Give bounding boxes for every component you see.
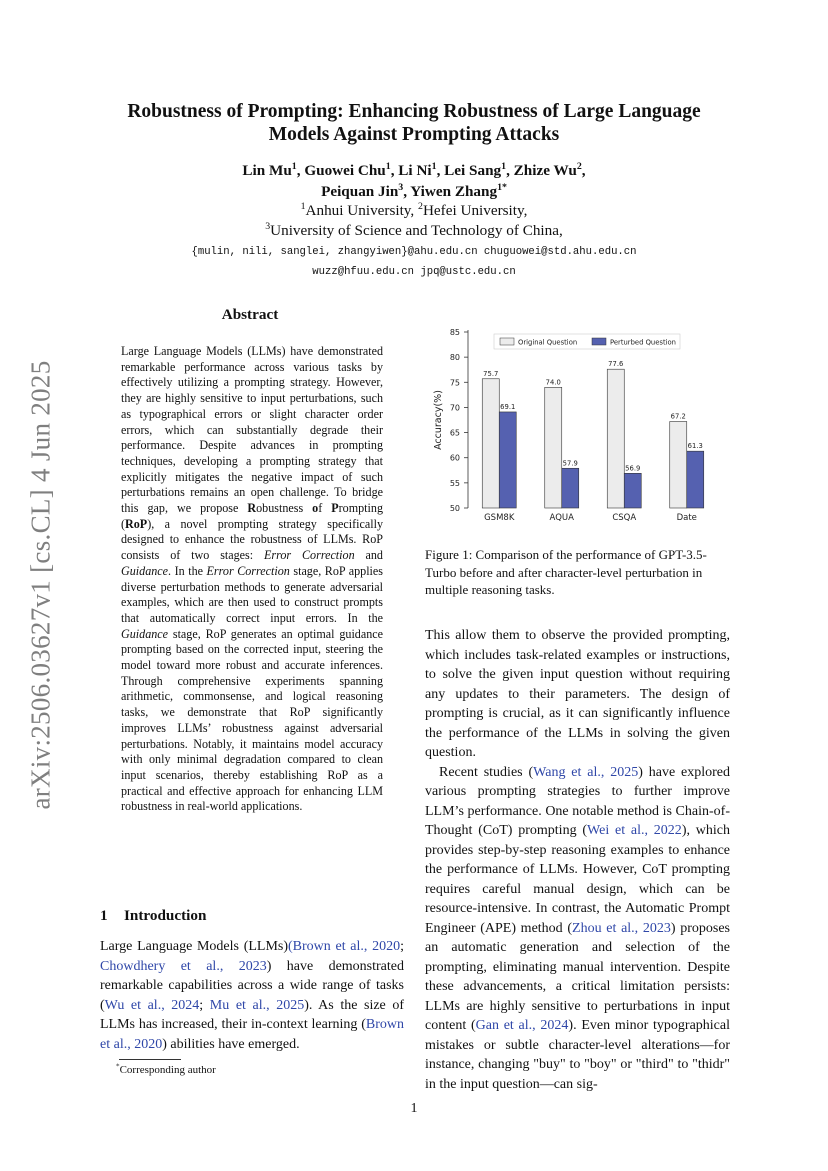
citation-link[interactable]: Mu et al., 2025 bbox=[209, 997, 305, 1013]
footnote-rule bbox=[119, 1059, 181, 1060]
author-name: Yiwen Zhang bbox=[410, 183, 498, 200]
abstract-text: stage, RoP generates an optimal guidance prompting based on the corrected input, steering the model toward more robust and accurate inferences. Through comprehensive experiments spanning arithmetic, commonsense, and logical reasoning tasks, we demonstrate that RoP significantly improves LLMs’ robustness against adversarial perturbations. Notably, it maintains model accuracy with only minimal degradation compared to clean input scenarios, thereby establishing RoP as a practical and effective approach for enhancing LLM robustness in real-world applications. bbox=[121, 626, 383, 814]
body-text: Recent studies ( bbox=[439, 764, 534, 780]
bar-value-label: 61.3 bbox=[687, 442, 703, 451]
footnote-mark: * bbox=[116, 1062, 120, 1071]
affiliation-name: Anhui University, bbox=[305, 202, 419, 219]
figure-1-caption: Figure 1: Comparison of the performance of GPT-3.5-Turbo before and after character-level perturbation in multiple reasoning tasks. bbox=[425, 547, 707, 597]
citation-link[interactable]: Zhou et al., 2023 bbox=[572, 920, 671, 936]
y-tick-label: 50 bbox=[449, 504, 460, 513]
bar-value-label: 74.0 bbox=[545, 378, 561, 387]
bar-chart-svg bbox=[428, 322, 728, 530]
abstract-heading: Abstract bbox=[221, 306, 279, 323]
abstract-text: rompting ( bbox=[121, 501, 383, 531]
y-tick-label: 55 bbox=[449, 478, 460, 488]
citation-link[interactable]: Wang et al., 2025 bbox=[533, 764, 639, 780]
abstract-text: RoP bbox=[125, 516, 148, 531]
bar-value-label: 69.1 bbox=[500, 402, 516, 411]
author-separator: , bbox=[506, 162, 514, 179]
figure-1-chart bbox=[428, 322, 728, 530]
bar-value-label: 77.6 bbox=[608, 360, 624, 369]
footnote bbox=[116, 1064, 216, 1076]
paper-title-line-1: Robustness of Prompting: Enhancing Robustness of Large Language bbox=[127, 101, 701, 122]
x-tick-label: CSQA bbox=[612, 513, 637, 523]
abstract-text: obustness bbox=[256, 501, 313, 516]
citation-link[interactable]: Chowdhery et al., 2023 bbox=[100, 958, 267, 974]
affiliation-line-2 bbox=[100, 221, 728, 241]
y-tick-label: 75 bbox=[449, 378, 460, 388]
author-name: Zhize Wu bbox=[513, 162, 577, 179]
abstract-text: Error Correction bbox=[264, 548, 355, 563]
bar-value-label: 75.7 bbox=[483, 369, 499, 378]
citation-link[interactable]: Wu et al., 2024 bbox=[104, 997, 200, 1013]
citation-link[interactable]: Gan et al., 2024 bbox=[475, 1018, 569, 1033]
author-affiliation-mark: 1 bbox=[501, 160, 507, 172]
body-text: This allow them to observe the provided prompting, which includes task-related examples or instructions, to solve the given input question without requiring any updates to their parameters. The design of prompting is crucial, as it can significantly influence the performance of the LLMs in solving the given question. bbox=[425, 628, 730, 760]
author-affiliation-mark: 2 bbox=[576, 160, 582, 172]
section-number: 1 bbox=[100, 907, 108, 924]
abstract-text: ), a novel prompting strategy specifically designed to enhance the robustness of LLMs. RoP consists of two stages: bbox=[121, 516, 383, 563]
body-text: ) proposes an automatic generation and selection of the prompting, eliminating manual intervention. Despite these advancements, a critical limitation persists: LLMs are highly sensitive to perturbations in input content ( bbox=[425, 920, 730, 1033]
bar-perturbed-question bbox=[499, 412, 516, 508]
email-line-1: {mulin, nili, sanglei, zhangyiwen}@ahu.edu.cn chuguowei@std.ahu.edu.cn bbox=[191, 246, 637, 258]
right-column-body bbox=[425, 626, 730, 1094]
abstract-text: Error Correction bbox=[206, 563, 290, 578]
bar-value-label: 57.9 bbox=[562, 459, 578, 468]
intro-text: ) abilities have emerged. bbox=[162, 1036, 300, 1052]
abstract-text: Guidance bbox=[121, 626, 169, 641]
author-affiliation-mark: 3 bbox=[398, 181, 404, 193]
section-title: Introduction bbox=[124, 907, 207, 924]
bar-perturbed-question bbox=[562, 468, 579, 508]
intro-text: ; bbox=[400, 939, 404, 954]
affiliation-mark: 3 bbox=[265, 220, 271, 232]
intro-text: Large Language Models (LLMs) bbox=[100, 939, 289, 954]
legend-swatch bbox=[500, 338, 514, 345]
abstract-text: o bbox=[312, 501, 319, 516]
author-affiliation-mark: 1 bbox=[291, 160, 297, 172]
citation-link[interactable]: Wei et al., 2022 bbox=[587, 823, 682, 838]
body-paragraph bbox=[425, 763, 730, 1095]
bar-original-question bbox=[545, 387, 562, 508]
bar-original-question bbox=[482, 379, 499, 508]
author-name: Lei Sang bbox=[444, 162, 502, 179]
citation-link[interactable]: Brown et al., 2020 bbox=[100, 1017, 404, 1052]
affiliation-list bbox=[100, 201, 728, 240]
affiliation-mark: 2 bbox=[418, 200, 423, 212]
abstract-text: Guidance bbox=[121, 563, 169, 578]
introduction-heading bbox=[100, 907, 206, 925]
legend-swatch bbox=[592, 338, 606, 345]
body-text: ), which provides step-by-step reasoning examples to enhance the performance of LLMs. However, CoT prompting requires careful manual design, which can be resource-intensive. In contrast, the Automatic Prompt Engineer (APE) method ( bbox=[425, 823, 730, 936]
author-emails bbox=[100, 243, 728, 282]
author-separator: , bbox=[403, 183, 411, 200]
arxiv-identifier bbox=[18, 350, 64, 820]
email-line-2: wuzz@hfuu.edu.cn jpq@ustc.edu.cn bbox=[312, 265, 516, 278]
bar-original-question bbox=[670, 422, 687, 508]
intro-text: ). As the size of LLMs has increased, their in-context learning ( bbox=[100, 997, 405, 1032]
bar-value-label: 67.2 bbox=[670, 412, 686, 421]
page-number: 1 bbox=[410, 1101, 418, 1116]
abstract-text: stage, RoP applies diverse perturbation methods to generate adversarial examples, which are then used to construct prompts that automatically correct input errors. In the bbox=[121, 563, 383, 625]
body-paragraph bbox=[425, 626, 730, 763]
paper-title bbox=[100, 100, 728, 146]
intro-text: ) have demonstrated remarkable capabilities across a wide range of tasks ( bbox=[100, 958, 404, 1013]
bar-value-label: 56.9 bbox=[625, 464, 641, 473]
x-tick-label: GSM8K bbox=[484, 513, 515, 523]
bar-perturbed-question bbox=[624, 473, 641, 508]
body-text: ). Even minor typographical mistakes or subtle character-level alterations—for instance, changing "buy" to "boy" or "third" to "thidr" in the input question—can sig- bbox=[425, 1018, 730, 1092]
author-name: Guowei Chu bbox=[304, 162, 386, 179]
author-separator: , bbox=[436, 162, 445, 179]
author-name: Li Ni bbox=[398, 162, 432, 179]
affiliation-name: Hefei University, bbox=[422, 202, 528, 219]
abstract-text: P bbox=[331, 501, 339, 516]
author-list bbox=[100, 160, 728, 202]
affiliation-mark: 1 bbox=[300, 200, 306, 212]
affiliation-line-1 bbox=[100, 201, 728, 221]
author-separator: , bbox=[296, 162, 305, 179]
author-affiliation-mark: 1 bbox=[385, 160, 391, 172]
affiliation-name: University of Science and Technology of China, bbox=[270, 221, 563, 239]
author-separator: , bbox=[390, 162, 399, 179]
abstract-text: . In the bbox=[168, 563, 207, 578]
author-name: Lin Mu bbox=[242, 162, 292, 179]
y-tick-label: 70 bbox=[449, 403, 460, 413]
citation-link[interactable]: (Brown et al., 2020 bbox=[288, 939, 401, 954]
author-name: Peiquan Jin bbox=[321, 183, 399, 200]
y-tick-label: 85 bbox=[449, 328, 460, 337]
bar-perturbed-question bbox=[687, 451, 704, 508]
intro-text: ; bbox=[199, 997, 210, 1013]
author-affiliation-mark: 1 bbox=[431, 160, 437, 172]
y-tick-label: 65 bbox=[449, 428, 460, 438]
abstract-text: f bbox=[318, 501, 332, 516]
bar-original-question bbox=[607, 369, 624, 508]
x-tick-label: AQUA bbox=[549, 513, 574, 523]
legend-label: Perturbed Question bbox=[610, 338, 676, 347]
author-separator: , bbox=[581, 162, 586, 179]
legend-label: Original Question bbox=[518, 338, 578, 347]
footnote-text: Corresponding author bbox=[119, 1064, 216, 1076]
arxiv-identifier-text: arXiv:2506.03627v1 [cs.CL] 4 Jun 2025 bbox=[25, 360, 56, 810]
author-affiliation-mark: 1* bbox=[497, 181, 507, 193]
x-tick-label: Date bbox=[676, 513, 697, 523]
introduction-body bbox=[100, 937, 404, 1054]
y-tick-label: 80 bbox=[449, 353, 460, 363]
abstract-body bbox=[121, 344, 383, 815]
y-tick-label: 60 bbox=[449, 453, 460, 463]
abstract-text: Large Language Models (LLMs) have demonstrated remarkable performance across various tasks by effectively utilizing a prompting strategy. However, they are highly sensitive to input perturbations, such as typographical errors or slight character order errors, which can substantially degrade their performance. Despite advances in prompting techniques, developing a prompting strategy that explicitly mitigates the negative impact of such perturbations remains an open challenge. To bridge this gap, we propose bbox=[121, 344, 383, 516]
abstract-text: and bbox=[354, 548, 383, 563]
y-axis-label: Accuracy(%) bbox=[433, 390, 444, 450]
body-text: ) have explored various prompting strategies to further improve LLM’s performance. One notable method is Chain-of-Thought (CoT) prompting ( bbox=[425, 764, 731, 838]
paper-title-line-2: Models Against Prompting Attacks bbox=[268, 124, 560, 145]
abstract-text: R bbox=[247, 501, 257, 516]
